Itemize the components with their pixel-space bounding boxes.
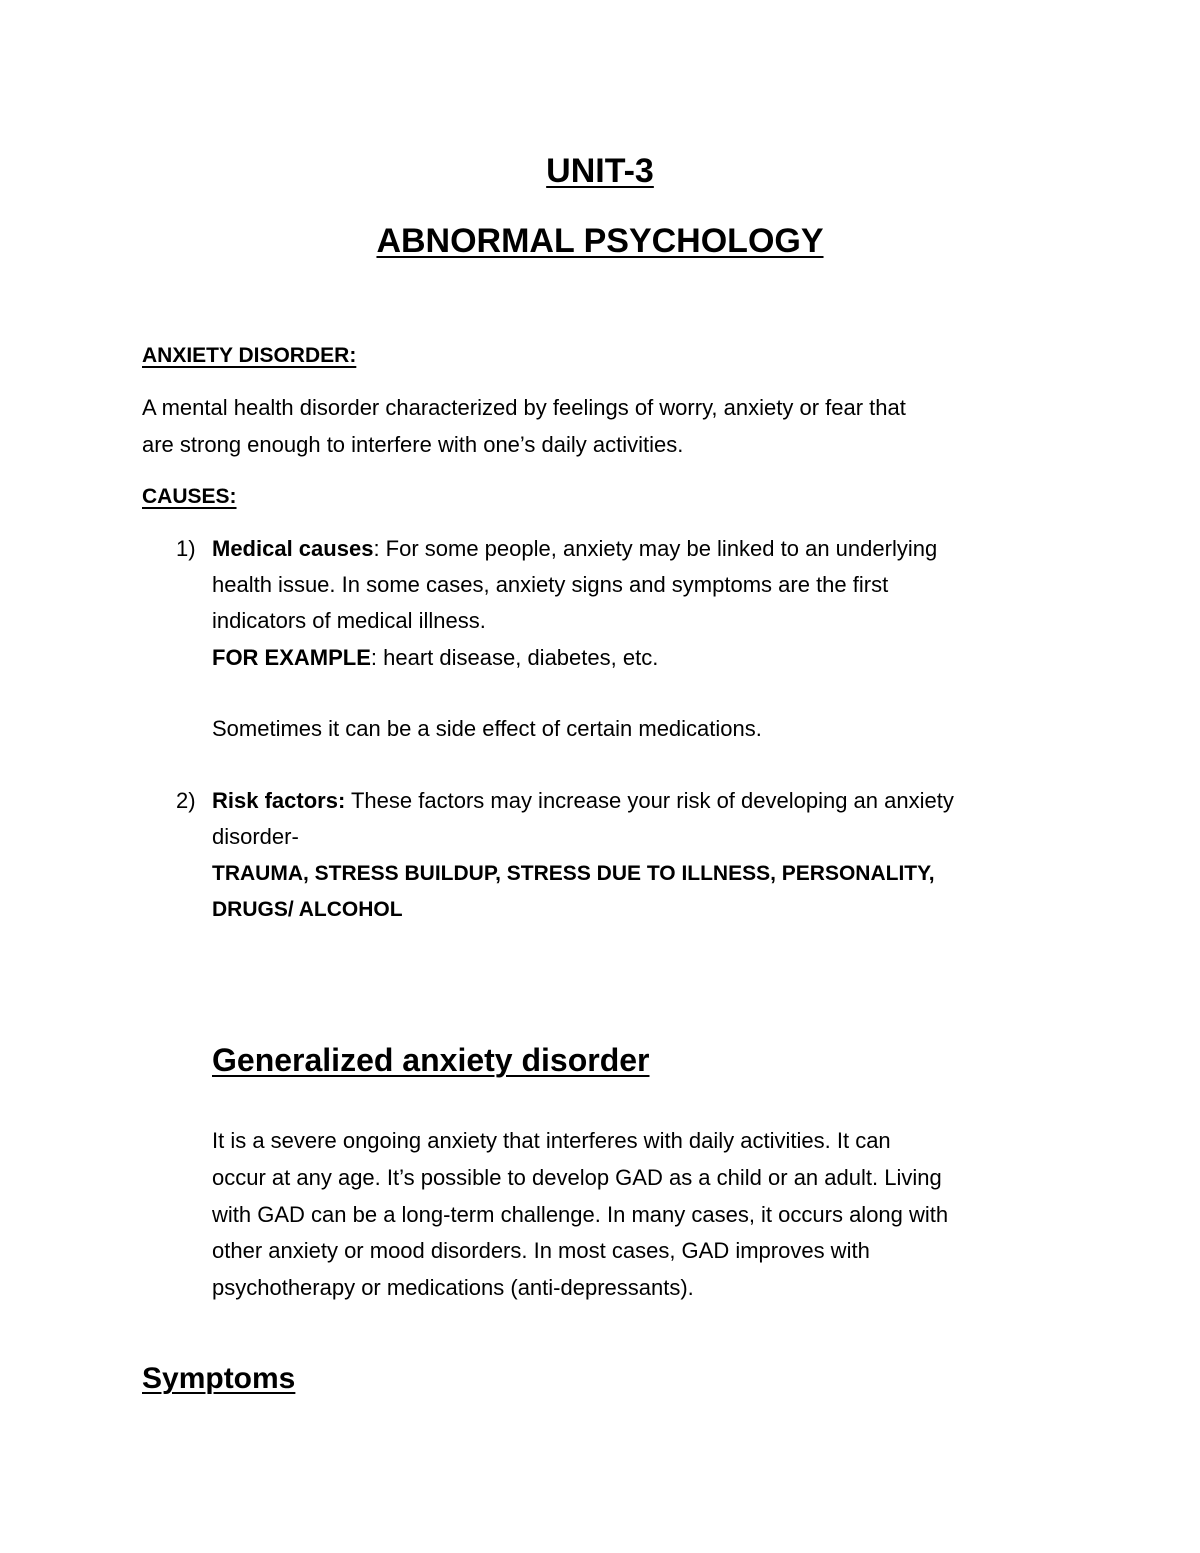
cause2-label: Risk factors: [212,788,346,813]
gad-line-3: with GAD can be a long-term challenge. In many cases, it occurs along with [212,1202,949,1227]
definition-line-1: A mental health disorder characterized by feelings of worry, anxiety or fear that [142,395,906,420]
gad-line-4: other anxiety or mood disorders. In most cases, GAD improves with [212,1238,870,1263]
cause1-number: 1) [176,536,196,561]
gad-heading: Generalized anxiety disorder [212,1042,650,1078]
cause1-example [212,645,658,671]
cause2-number: 2) [176,788,196,813]
cause1-line-3: indicators of medical illness. [212,608,486,633]
gad-line-5: psychotherapy or medications (anti-depressants). [212,1275,694,1300]
risk-factors-line-2: DRUGS/ ALCOHOL [212,898,403,921]
cause2-line1-rest: These factors may increase your risk of developing an anxiety [345,788,954,813]
subject-title-text: ABNORMAL PSYCHOLOGY [376,222,824,260]
gad-line-1: It is a severe ongoing anxiety that interferes with daily activities. It can [212,1128,891,1153]
symptoms-heading: Symptoms [142,1362,296,1395]
gad-line-2: occur at any age. It’s possible to develop GAD as a child or an adult. Living [212,1165,942,1190]
cause1-line-2: health issue. In some cases, anxiety signs and symptoms are the first [212,572,889,597]
example-label: FOR EXAMPLE [212,645,371,670]
causes-heading: CAUSES: [142,485,237,508]
cause1-line-1 [212,536,937,562]
cause1-label: Medical causes [212,536,374,561]
cause1-line1-rest: : For some people, anxiety may be linked to an underlying [373,536,938,561]
cause1-side-effect: Sometimes it can be a side effect of certain medications. [212,716,762,741]
risk-factors-line-1: TRAUMA, STRESS BUILDUP, STRESS DUE TO ILLNESS, PERSONALITY, [212,862,935,885]
unit-title [0,152,1200,191]
cause2-line-1 [212,788,954,814]
unit-title-text: UNIT-3 [546,152,654,190]
cause2-line-2: disorder- [212,824,299,849]
anxiety-disorder-heading: ANXIETY DISORDER: [142,344,357,367]
subject-title [0,222,1200,261]
example-text: : heart disease, diabetes, etc. [370,645,659,670]
definition-line-2: are strong enough to interfere with one’s daily activities. [142,432,684,457]
